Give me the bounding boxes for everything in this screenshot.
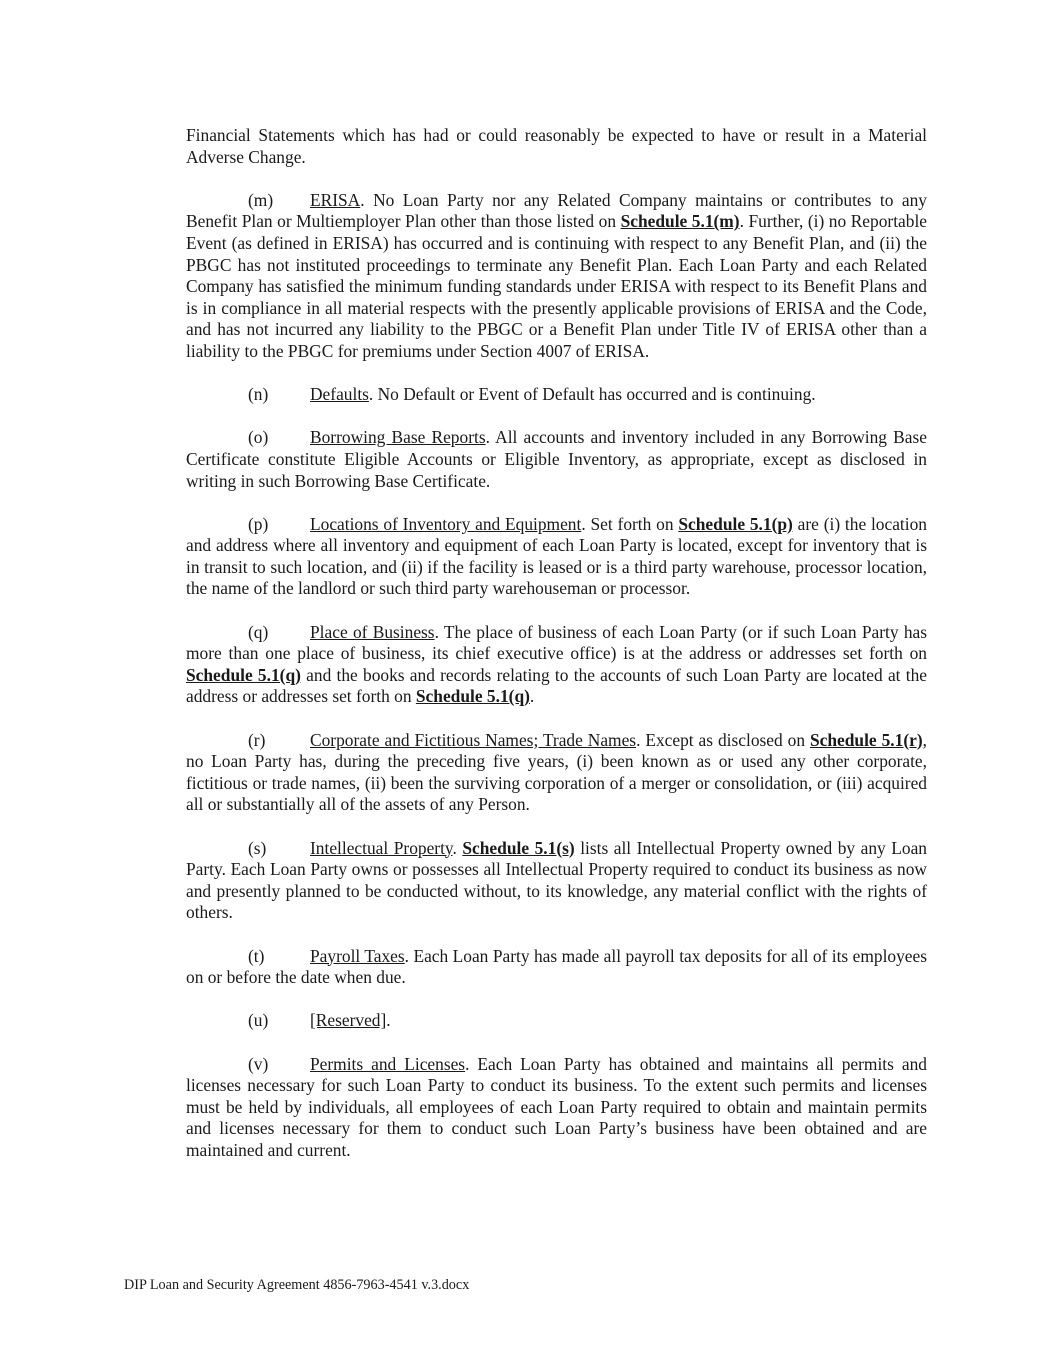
section-marker: (n) — [248, 384, 269, 405]
schedule-reference: Schedule 5.1(q) — [415, 686, 530, 707]
continuation-paragraph: Financial Statements which has had or could reasonably be expected to have or result in a Material Adverse Change. — [186, 125, 927, 167]
section-text: . Except as disclosed on — [636, 729, 810, 750]
schedule-reference: Schedule 5.1(s) — [462, 837, 575, 858]
section-text: , no Loan Party has, during the preceding five years, (i) been known as or used any other corporate, fictitious or trade names, (ii) been the surviving corporation of a merger or consolidation, or (iii) acquired all or substantially all of the assets of any Person. — [186, 729, 927, 815]
section-text: . — [452, 837, 463, 858]
page-footer: DIP Loan and Security Agreement 4856-7963-4541 v.3.docx — [124, 1277, 470, 1293]
section-marker: (r) — [248, 729, 266, 750]
section-heading: Intellectual Property — [310, 837, 453, 858]
section-text: . — [386, 1010, 391, 1031]
section-marker: (s) — [248, 837, 267, 858]
section-heading: Corporate and Fictitious Names; Trade Names — [310, 729, 637, 750]
section-heading: Defaults — [310, 384, 369, 405]
section-u-reserved — [186, 1010, 927, 1032]
section-text: . No Loan Party nor any Related Company maintains or contributes to any Benefit Plan or Multiemployer Plan other than those listed on — [186, 189, 927, 232]
section-text: and the books and records relating to the accounts of such Loan Party are located at the address or addresses set forth on — [186, 664, 927, 707]
section-marker: (q) — [248, 621, 269, 642]
section-text: . Set forth on — [581, 513, 679, 534]
section-heading: Borrowing Base Reports — [310, 427, 486, 448]
section-text: . The place of business of each Loan Party (or if such Loan Party has more than one place of business, its chief executive office) is at the address or addresses set forth on — [186, 621, 927, 664]
section-text: . Each Loan Party has obtained and maintains all permits and licenses necessary for such Loan Party to conduct its business. To the extent such permits and licenses must be held by individuals, all employees of each Loan Party required to obtain and maintain permits and licenses necessary for them to conduct such Loan Party’s business have been obtained and are maintained and current. — [186, 1053, 927, 1160]
section-text: . Further, (i) no Reportable Event (as defined in ERISA) has occurred and is continuing with respect to any Benefit Plan, and (ii) the PBGC has not instituted proceedings to terminate any Benefit Plan. Each Loan Party and each Related Company has satisfied the minimum funding standards under ERISA with respect to its Benefit Plans and is in compliance in all material respects with the presently applicable provisions of ERISA and the Code, and has not incurred any liability to the PBGC or a Benefit Plan under Title IV of ERISA other than a liability to the PBGC for premiums under Section 4007 of ERISA. — [186, 211, 928, 361]
section-marker: (t) — [248, 945, 265, 966]
section-v-permits-and-licenses — [186, 1054, 927, 1162]
section-marker: (u) — [248, 1010, 269, 1031]
section-text: . Each Loan Party has made all payroll tax deposits for all of its employees on or before the date when due. — [186, 945, 928, 988]
section-text: . — [529, 686, 535, 707]
section-heading: ERISA — [310, 189, 361, 210]
section-text: lists all Intellectual Property owned by any Loan Party. Each Loan Party owns or possesses all Intellectual Property required to conduct its business as now and presently planned to be conducted without, to its knowledge, any material conflict with the rights of others. — [186, 837, 927, 923]
schedule-reference: Schedule 5.1(p) — [678, 513, 793, 534]
section-p-locations — [186, 514, 927, 600]
schedule-reference: Schedule 5.1(q) — [186, 664, 301, 685]
section-text: . All accounts and inventory included in any Borrowing Base Certificate constitute Eligible Accounts or Eligible Inventory, as appropriate, except as disclosed in writing in such Borrowing Base Certificate. — [186, 427, 927, 491]
section-heading: [Reserved] — [310, 1010, 387, 1031]
section-heading: Locations of Inventory and Equipment — [310, 513, 582, 534]
schedule-reference: Schedule 5.1(m) — [620, 211, 740, 232]
section-t-payroll-taxes — [186, 946, 927, 989]
section-heading: Permits and Licenses — [310, 1053, 466, 1074]
section-s-intellectual-property — [186, 838, 927, 924]
section-q-place-of-business — [186, 622, 927, 708]
section-heading: Payroll Taxes — [310, 945, 405, 966]
document-page — [186, 125, 927, 1183]
section-marker: (m) — [248, 189, 274, 210]
section-n-defaults — [186, 384, 927, 406]
section-marker: (p) — [248, 513, 269, 534]
section-heading: Place of Business — [310, 621, 435, 642]
section-m-erisa — [186, 190, 927, 363]
section-marker: (o) — [248, 427, 269, 448]
section-text: . No Default or Event of Default has occurred and is continuing. — [368, 384, 816, 405]
section-r-corporate-names — [186, 730, 927, 816]
section-text: are (i) the location and address where all inventory and equipment of each Loan Party is located, except for inventory that is in transit to such location, and (ii) if the facility is leased or is a third party warehouse, processor location, the name of the landlord or such third party warehouseman or processor. — [186, 513, 927, 599]
section-o-borrowing-base-reports — [186, 427, 927, 492]
section-marker: (v) — [248, 1053, 269, 1074]
schedule-reference: Schedule 5.1(r) — [809, 729, 923, 750]
